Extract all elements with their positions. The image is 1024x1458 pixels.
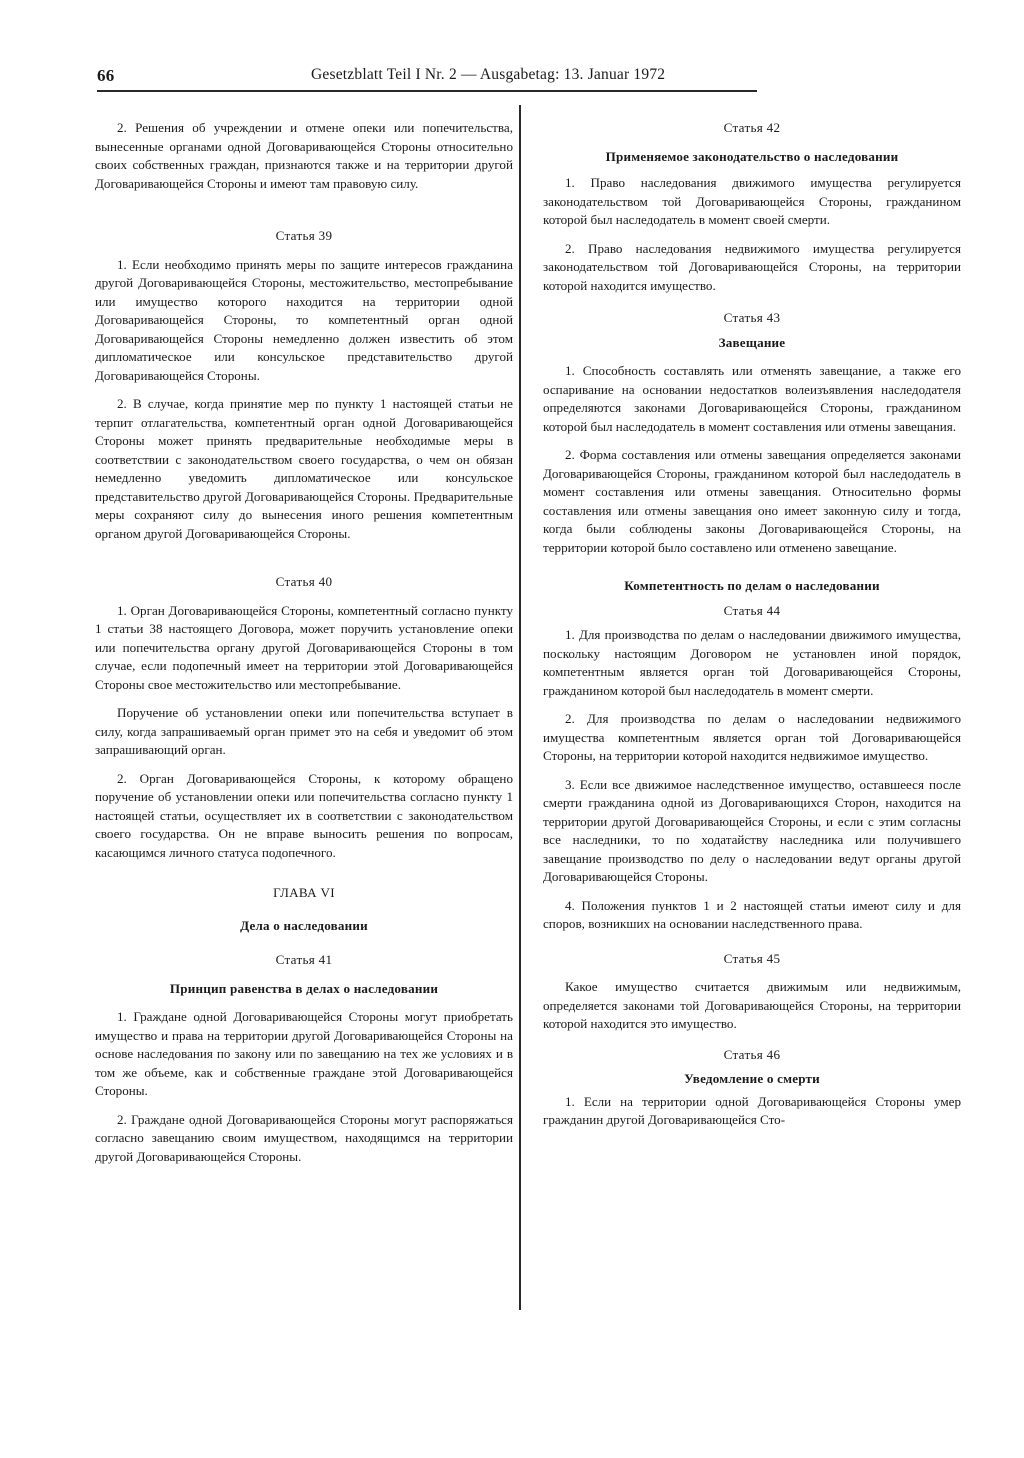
page-header — [97, 64, 757, 92]
article-42-heading: Применяемое законодательство о наследовании — [605, 148, 899, 164]
chapter-label: ГЛАВА VI — [273, 885, 335, 900]
paragraph: 2. Решения об учреждении и отмене опеки или попечительства, вынесенные органами одной Договаривающейся Стороны относительно своих собственных граждан, признаются также и на территории другой Договаривающейся Стороны и имеют там правовую силу. — [95, 120, 513, 191]
article-40-paragraph-1: 1. Орган Договаривающейся Стороны, компетентный согласно пункту 1 статьи 38 настоящего Договора, может поручить установление опеки или попечительства органу другой Договаривающейся Стороны в том случае, если подопечный имеет на территории этой Договаривающейся Стороны свое местожительство или местопребывание. — [95, 602, 513, 692]
section-heading: Компетентность по делам о наследовании — [624, 578, 880, 593]
article-40-title: Статья 40 — [275, 574, 333, 589]
article-44-paragraph-4: 4. Положения пунктов 1 и 2 настоящей статьи имеют силу и для споров, возникших на основании наследственного права. — [543, 897, 961, 931]
article-45-title: Статья 45 — [723, 950, 781, 966]
left-column — [95, 119, 513, 1176]
article-46-heading: Уведомление о смерти — [684, 1071, 820, 1086]
article-40-paragraph-3: 2. Орган Договаривающейся Стороны, к которому обращено поручение об установлении опеки или попечительства согласно пункту 1 настоящей статьи, осуществляет их в соответствии с законодательством своего государства. Он не вправе выносить решения по вопросам, касающимся личного статуса подопечного. — [95, 770, 513, 860]
article-45-paragraph-1: Какое имущество считается движимым или недвижимым, определяется законами той Договаривающейся Стороны, на территории которой находится это имущество. — [543, 979, 961, 1031]
article-43-paragraph-1: 1. Способность составлять или отменять завещание, а также его оспаривание на основании недостатков волеизъявления наследодателя определяются законами Договаривающейся Стороны, гражданином которой был наследодатель в момент составления или отмены завещания. — [543, 363, 961, 434]
page-number: 66 — [97, 66, 115, 85]
article-46-title: Статья 46 — [723, 1046, 781, 1062]
article-42-paragraph-1: 1. Право наследования движимого имущества регулируется законодательством той Договаривающейся Стороны, гражданином которой был наследодатель в момент своей смерти. — [543, 175, 961, 227]
article-40-paragraph-2: Поручение об установлении опеки или попечительства вступает в силу, когда запрашиваемый орган примет это на себя и уведомит об этом запрашивающий орган. — [95, 705, 513, 757]
article-43-heading: Завещание — [718, 334, 786, 350]
article-42-paragraph-2: 2. Право наследования недвижимого имущества регулируется законодательством той Договаривающейся Стороны, на территории которой находится имущество. — [543, 240, 961, 293]
article-39-paragraph-2: 2. В случае, когда принятие мер по пункту 1 настоящей статьи не терпит отлагательства, компетентный орган одной Договаривающейся Стороны может принять предварительные необходимые меры в соответствии с законодательством своего государства, о чем он обязан немедленно уведомить дипломатическое или консульское представительство другой Договаривающейся Стороны. Предварительные меры сохраняют силу до вынесения иного решения компетентным органом другой Договаривающейся Стороны. — [95, 396, 513, 541]
article-41-title: Статья 41 — [275, 952, 333, 967]
article-44-paragraph-1: 1. Для производства по делам о наследовании движимого имущества, поскольку настоящим Договором не установлен иной порядок, компетентным является орган той Договаривающейся Стороны, гражданином которой был наследодатель в момент смерти. — [543, 627, 961, 698]
article-41-heading: Принцип равенства в делах о наследовании — [169, 980, 439, 996]
right-column — [543, 119, 961, 1140]
article-46-paragraph-1: 1. Если на территории одной Договаривающейся Стороны умер гражданин другой Договаривающейся Сто- — [543, 1093, 961, 1127]
article-44-paragraph-3: 3. Если все движимое наследственное имущество, оставшееся после смерти гражданина одной из Договаривающихся Сторон, находится на территории другой Договаривающейся Стороны, и если с этим согласны все наследники, то по ходатайству наследника или получившего завещание производство по делу о наследовании ведут органы другой Договаривающейся Стороны. — [543, 776, 961, 884]
article-39-title: Статья 39 — [275, 228, 333, 243]
article-42-title: Статья 42 — [723, 120, 781, 135]
gazette-title: Gesetzblatt Teil I Nr. 2 — Ausgabetag: 13. Januar 1972 — [311, 66, 666, 83]
article-39-paragraph-1: 1. Если необходимо принять меры по защите интересов гражданина другой Договаривающейся Стороны, местожительство, местопребывание или имущество которого находится на территории одной Договаривающейся Стороны, то компетентный орган одной Договаривающейся Стороны немедленно должен известить об этом дипломатическое или консульское представительство другой Договаривающейся Стороны. — [95, 256, 513, 383]
chapter-title: Дела о наследовании — [240, 917, 368, 933]
article-44-title: Статья 44 — [723, 602, 781, 618]
article-43-paragraph-2: 2. Форма составления или отмены завещания определяется законами Договаривающейся Стороны, гражданином которой был наследодатель в момент составления или отмены завещания. Относительно формы составления или отмены завещания оно имеет законную силу и тогда, когда были соблюдены законы Договаривающейся Стороны, на территории которой было составлено или отменено завещание. — [543, 447, 961, 555]
article-44-paragraph-2: 2. Для производства по делам о наследовании недвижимого имущества компетентным является орган той Договаривающейся Стороны, на территории которой находится недвижимое имущество. — [543, 711, 961, 763]
article-43-title: Статья 43 — [723, 310, 781, 325]
column-divider — [519, 105, 521, 1310]
article-41-paragraph-2: 2. Граждане одной Договаривающейся Стороны могут распоряжаться согласно завещанию своим имуществом, находящимся на территории другой Договаривающейся Стороны. — [95, 1111, 513, 1164]
article-41-paragraph-1: 1. Граждане одной Договаривающейся Стороны могут приобретать имущество и права на территории другой Договаривающейся Стороны на основе наследования по закону или по завещанию на тех же условиях и в том же объеме, как и собственные граждане этой Договаривающейся Стороны. — [95, 1009, 513, 1098]
